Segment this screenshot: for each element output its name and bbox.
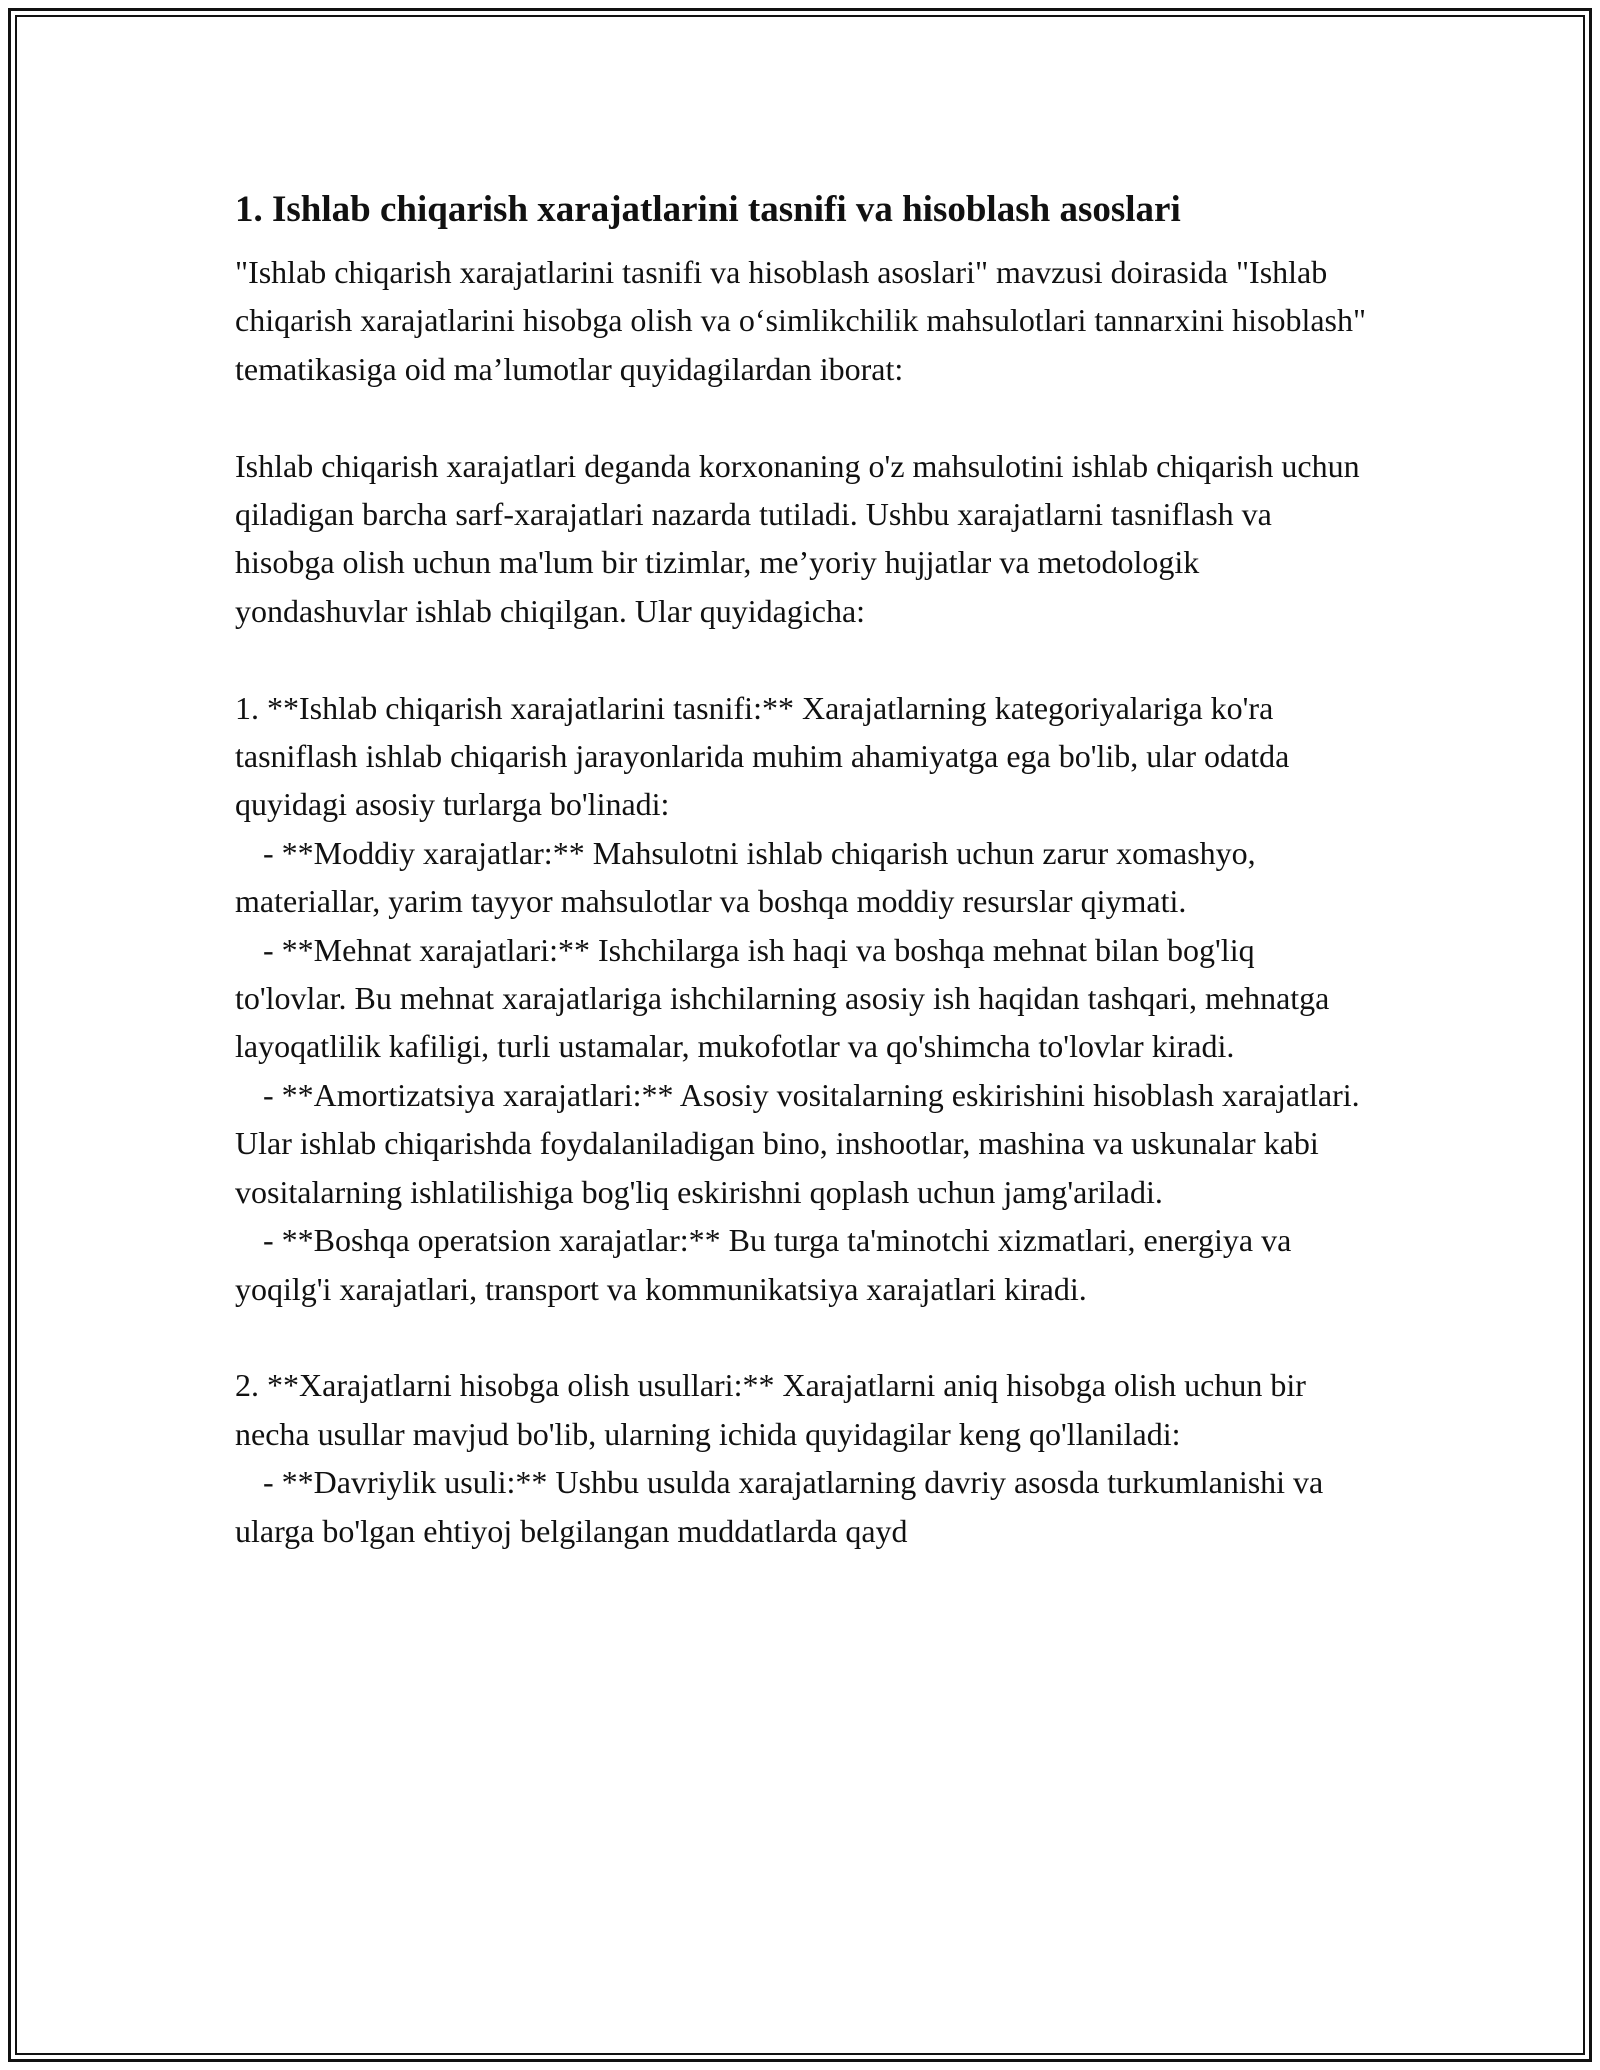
section1-heading: 1. **Ishlab chiqarish xarajatlarini tasnifi:** Xarajatlarning kategoriyalariga ko'ra tasniflash ishlab chiqarish jarayonlarida muhim ahamiyatga ega bo'lib, ular odatda quyidagi asosiy turlarga bo'linadi:	[235, 689, 1290, 823]
paragraph-gap	[235, 1313, 1370, 1361]
document-title: 1. Ishlab chiqarish xarajatlarini tasnifi va hisoblash asoslari	[235, 189, 1181, 230]
section1-item-moddiy: - **Moddiy xarajatlar:** Mahsulotni ishlab chiqarish uchun zarur xomashyo, materiallar, yarim tayyor mahsulotlar va boshqa moddiy resurslar qiymati.	[235, 834, 1256, 920]
overview-paragraph: Ishlab chiqarish xarajatlari deganda korxonaning o'z mahsulotini ishlab chiqarish uchun qiladigan barcha sarf-xarajatlari nazarda tutiladi. Ushbu xarajatlarni tasniflash va hisobga olish uchun ma'lum bir tizimlar, me’yoriy hujjatlar va metodologik yondashuvlar ishlab chiqilgan. Ular quyidagicha:	[235, 447, 1360, 629]
paragraph-gap	[235, 393, 1370, 441]
section2-item-davriylik: - **Davriylik usuli:** Ushbu usulda xarajatlarning davriy asosda turkumlanishi va ularga bo'lgan ehtiyoj belgilangan muddatlarda qayd	[235, 1464, 1324, 1549]
document-body	[235, 186, 1370, 1555]
intro-paragraph: "Ishlab chiqarish xarajatlarini tasnifi va hisoblash asoslari" mavzusi doirasida "Ishlab chiqarish xarajatlarini hisobga olish va o‘simlikchilik mahsulotlari tannarxini hisoblash" tematikasiga oid ma’lumotlar quyidagilardan iborat:	[235, 254, 1367, 387]
paragraph-gap	[235, 635, 1370, 683]
section1-item-amortizatsiya: - **Amortizatsiya xarajatlari:** Asosiy vositalarning eskirishini hisoblash xarajatlari. Ular ishlab chiqarishda foydalaniladigan bino, inshootlar, mashina va uskunalar kabi vositalarning ishlatilishiga bog'liq eskirishni qoplash uchun jamg'ariladi.	[235, 1076, 1360, 1210]
section1-item-boshqa: - **Boshqa operatsion xarajatlar:** Bu turga ta'minotchi xizmatlari, energiya va yoqilg'i xarajatlari, transport va kommunikatsiya xarajatlari kiradi.	[235, 1222, 1292, 1307]
section1-item-mehnat: - **Mehnat xarajatlari:** Ishchilarga ish haqi va boshqa mehnat bilan bog'liq to'lovlar. Bu mehnat xarajatlariga ishchilarning asosiy ish haqidan tashqari, mehnatga layoqatlilik kafiligi, turli ustamalar, mukofotlar va qo'shimcha to'lovlar kiradi.	[235, 931, 1330, 1065]
section2-heading: 2. **Xarajatlarni hisobga olish usullari:** Xarajatlarni aniq hisobga olish uchun bir necha usullar mavjud bo'lib, ularning ichida quyidagilar keng qo'llaniladi:	[235, 1367, 1306, 1452]
